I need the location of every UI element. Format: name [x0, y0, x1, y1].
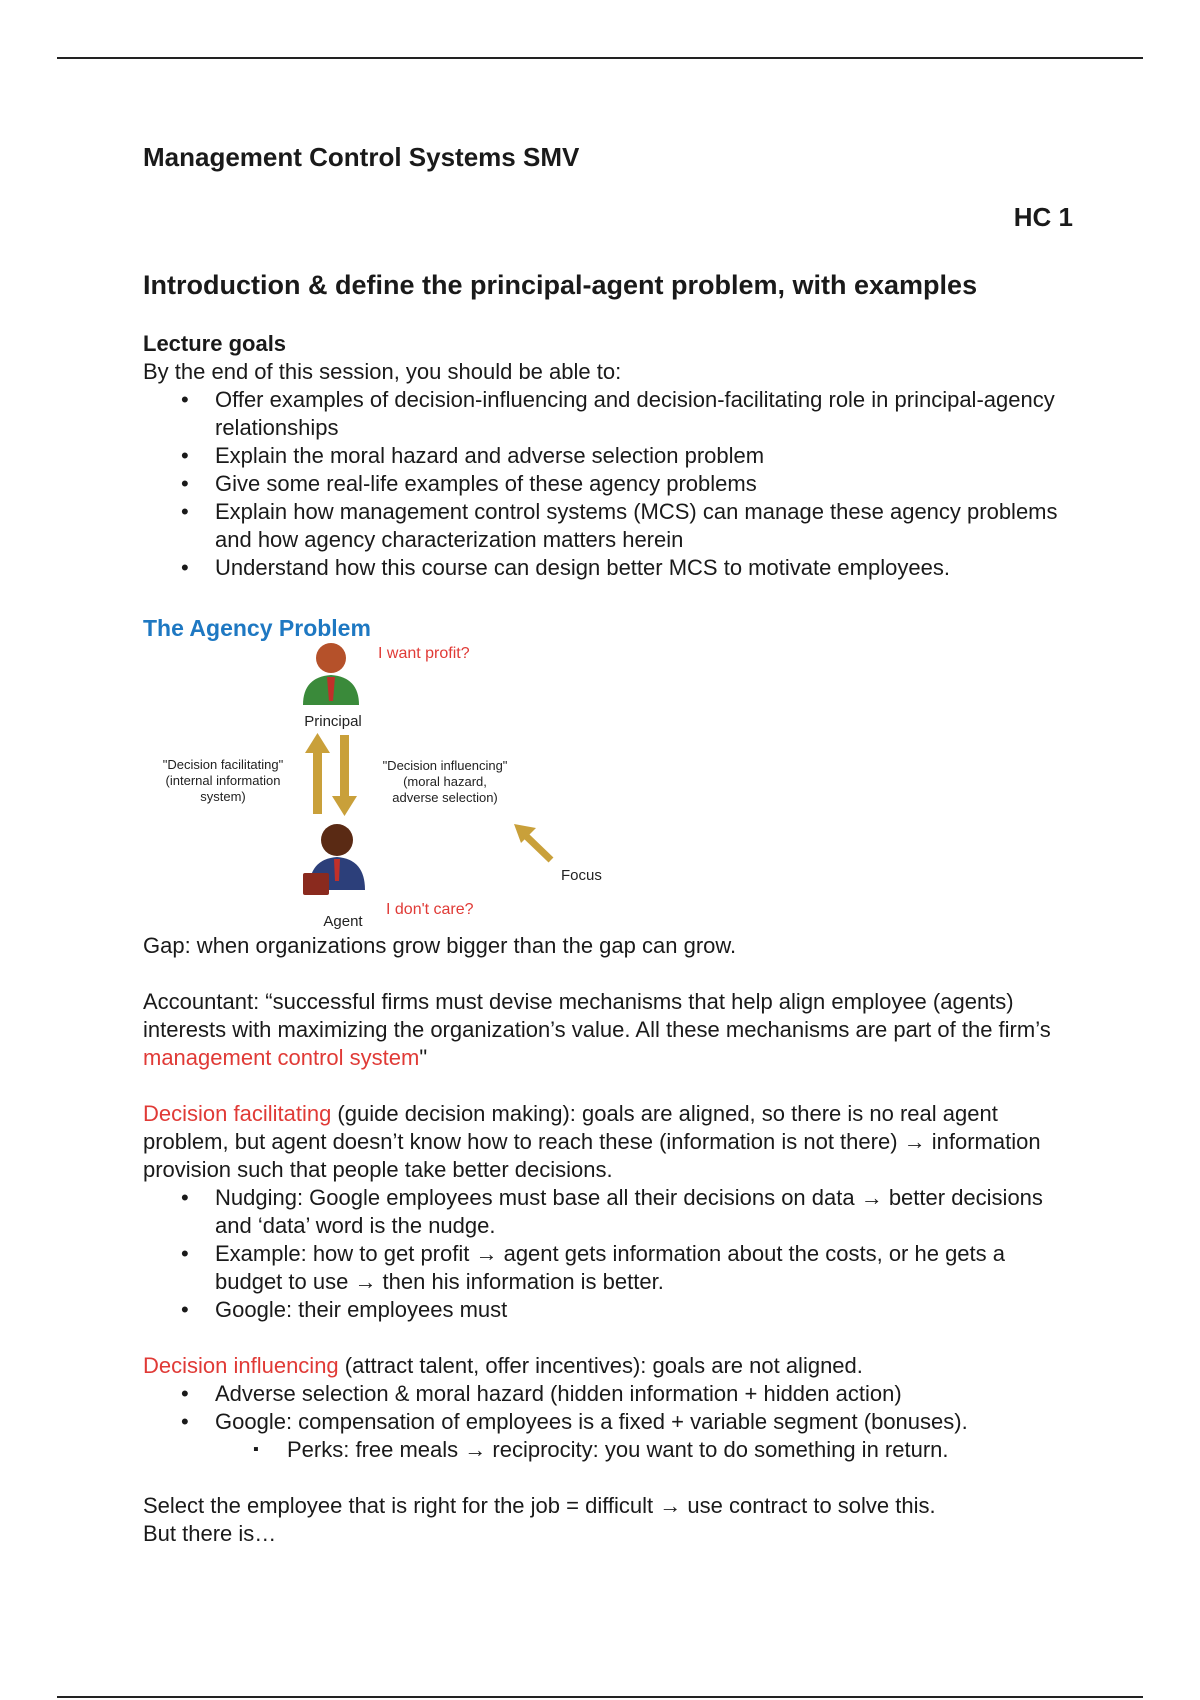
list-item: • Example: how to get profit → agent gets information about the costs, or he gets a budget to use → then his information is better. — [215, 1240, 1073, 1296]
decision-facilitating-label — [143, 757, 303, 805]
list-item: • Offer examples of decision-influencing and decision-facilitating role in principal-agency relationships — [215, 386, 1073, 442]
list-item: • Nudging: Google employees must base all their decisions on data → better decisions and ‘data’ word is the nudge. — [215, 1184, 1073, 1240]
goals-intro: By the end of this session, you should be able to: — [143, 359, 622, 384]
accountant-paragraph — [143, 988, 1073, 1072]
list-item: • Explain how management control systems (MCS) can manage these agency problems and how agency characterization matters herein — [215, 498, 1073, 554]
up-arrow-icon — [305, 733, 330, 814]
decision-influencing-label — [365, 758, 525, 806]
diagram-title: The Agency Problem — [143, 615, 371, 641]
focus-arrow-icon — [514, 824, 551, 860]
principal-label: Principal — [304, 713, 362, 730]
decision-facilitating-list — [143, 1184, 1073, 1324]
left-label-line: "Decision facilitating" — [162, 757, 284, 772]
list-item: • Adverse selection & moral hazard (hidden information + hidden action) — [215, 1380, 1073, 1408]
top-rule — [57, 57, 1143, 59]
focus-label: Focus — [561, 867, 602, 884]
right-label-line: "Decision influencing" — [382, 758, 508, 773]
list-item: • Explain the moral hazard and adverse selection problem — [215, 442, 1073, 470]
body-text — [143, 932, 1073, 1548]
document-title: Management Control Systems SMV — [143, 142, 580, 172]
mcs-term: management control system — [143, 1045, 420, 1070]
lecture-goals — [143, 330, 1073, 582]
right-label-line: (moral hazard, — [403, 774, 487, 789]
agent-label: Agent — [323, 913, 363, 930]
decision-facilitating-text: (guide decision making): goals are aligned, so there is no real agent problem, but agent doesn’t know how to reach these (information is not there) → information provision such that people take better decisions. — [143, 1101, 1041, 1182]
list-item: • Give some real-life examples of these agency problems — [215, 470, 1073, 498]
closing-line-1: Select the employee that is right for the job = difficult → use contract to solve this. — [143, 1493, 936, 1518]
right-label-line: adverse selection) — [392, 790, 498, 805]
principal-person-icon — [303, 643, 359, 705]
list-item: • Understand how this course can design better MCS to motivate employees. — [215, 554, 1073, 582]
decision-influencing-text: (attract talent, offer incentives): goals are not aligned. — [338, 1353, 863, 1378]
lecture-code: HC 1 — [1013, 202, 1073, 232]
list-item: • Google: compensation of employees is a fixed + variable segment (bonuses). — [215, 1408, 1073, 1436]
accountant-close-quote: " — [419, 1045, 428, 1070]
goals-list — [143, 386, 1073, 582]
decision-influencing-paragraph — [143, 1352, 1073, 1380]
decision-influencing-sublist — [143, 1436, 1073, 1464]
accountant-text: Accountant: “successful firms must devise mechanisms that help align employee (agents) interests with maximizing the organization’s value. All these mechanisms are part of the firm’s — [143, 989, 1051, 1042]
agent-person-icon — [303, 824, 365, 895]
decision-facilitating-term: Decision facilitating — [143, 1101, 332, 1126]
decision-facilitating-paragraph — [143, 1100, 1073, 1184]
left-label-line: system) — [200, 789, 246, 804]
list-item: • Google: their employees must — [215, 1296, 1073, 1324]
agency-problem-diagram — [143, 615, 613, 935]
principal-quote: I want profit? — [378, 645, 470, 662]
closing-line-2: But there is… — [143, 1521, 277, 1546]
bottom-rule — [57, 1696, 1143, 1698]
decision-influencing-term: Decision influencing — [143, 1353, 339, 1378]
section-heading: Introduction & define the principal-agent problem, with examples — [143, 270, 978, 300]
left-label-line: (internal information — [165, 773, 281, 788]
decision-influencing-list — [143, 1380, 1073, 1436]
goals-heading: Lecture goals — [143, 331, 287, 356]
agent-quote: I don't care? — [386, 901, 474, 918]
down-arrow-icon — [332, 735, 357, 816]
gap-paragraph: Gap: when organizations grow bigger than the gap can grow. — [143, 933, 737, 958]
list-item: ▪ Perks: free meals → reciprocity: you want to do something in return. — [287, 1436, 1073, 1464]
